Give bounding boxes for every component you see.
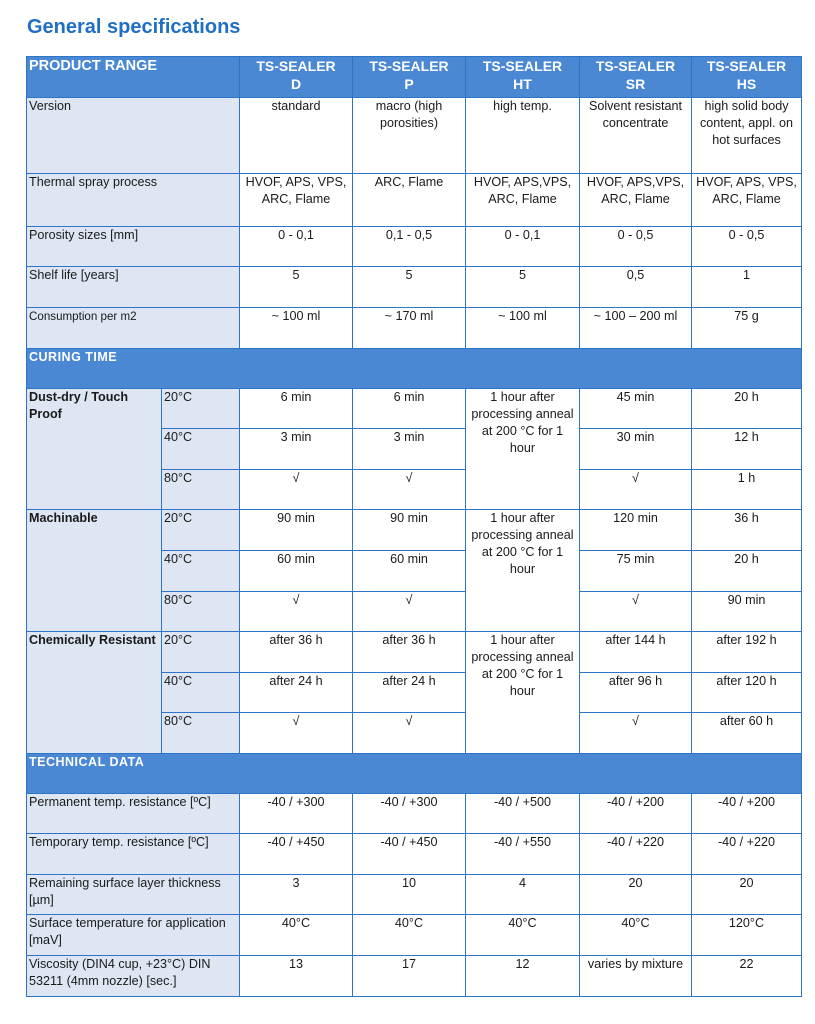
section-label: CURING TIME xyxy=(27,349,802,389)
cell: after 96 h xyxy=(580,673,692,713)
header-product-ht: TS-SEALER HT xyxy=(466,57,580,98)
header-product-hs: TS-SEALER HS xyxy=(692,57,802,98)
cell: high solid body content, appl. on hot surfaces xyxy=(692,98,802,174)
cell: 20 xyxy=(692,875,802,915)
cell: 3 min xyxy=(240,429,353,470)
header-product-p: TS-SEALER P xyxy=(353,57,466,98)
cell: √ xyxy=(580,470,692,510)
row-temporary-temp xyxy=(27,834,802,875)
header-product-sr: TS-SEALER SR xyxy=(580,57,692,98)
cell: -40 / +300 xyxy=(240,794,353,834)
row-label: Temporary temp. resistance [ºC] xyxy=(27,834,240,875)
cell: ~ 170 ml xyxy=(353,308,466,349)
header-product-d: TS-SEALER D xyxy=(240,57,353,98)
cell: 12 h xyxy=(692,429,802,470)
cell: 90 min xyxy=(240,510,353,551)
temp-label: 20°C xyxy=(162,510,240,551)
row-label: Remaining surface layer thickness [µm] xyxy=(27,875,240,915)
cell: 40°C xyxy=(580,915,692,956)
cell: 40°C xyxy=(353,915,466,956)
row-permanent-temp xyxy=(27,794,802,834)
ht-curing-note: 1 hour after processing anneal at 200 °C for 1 hour xyxy=(466,632,580,754)
cell: after 36 h xyxy=(353,632,466,673)
cell: ~ 100 ml xyxy=(466,308,580,349)
cell: 5 xyxy=(466,267,580,308)
cell: ~ 100 ml xyxy=(240,308,353,349)
header-row xyxy=(27,57,802,98)
cell: HVOF, APS,VPS, ARC, Flame xyxy=(580,174,692,227)
cell: 3 xyxy=(240,875,353,915)
section-curing-time xyxy=(27,349,802,389)
cell: 12 xyxy=(466,956,580,997)
cell: after 36 h xyxy=(240,632,353,673)
cell: Solvent resistant concentrate xyxy=(580,98,692,174)
temp-label: 40°C xyxy=(162,673,240,713)
group-label: Dust-dry / Touch Proof xyxy=(27,389,162,510)
cell: varies by mixture xyxy=(580,956,692,997)
cell: after 120 h xyxy=(692,673,802,713)
row-machinable-20 xyxy=(27,510,802,551)
row-version xyxy=(27,98,802,174)
cell: macro (high porosities) xyxy=(353,98,466,174)
row-label: Viscosity (DIN4 cup, +23°C) DIN 53211 (4mm nozzle) [sec.] xyxy=(27,956,240,997)
temp-label: 20°C xyxy=(162,389,240,429)
temp-label: 80°C xyxy=(162,470,240,510)
temp-label: 40°C xyxy=(162,551,240,592)
cell: HVOF, APS, VPS, ARC, Flame xyxy=(692,174,802,227)
cell: 90 min xyxy=(692,592,802,632)
cell: 4 xyxy=(466,875,580,915)
group-label: Chemically Resistant xyxy=(27,632,162,754)
cell: -40 / +450 xyxy=(353,834,466,875)
cell: -40 / +200 xyxy=(692,794,802,834)
row-label: Thermal spray process xyxy=(27,174,240,227)
cell: HVOF, APS,VPS, ARC, Flame xyxy=(466,174,580,227)
row-label: Permanent temp. resistance [ºC] xyxy=(27,794,240,834)
cell: √ xyxy=(240,470,353,510)
cell: after 24 h xyxy=(353,673,466,713)
cell: 75 g xyxy=(692,308,802,349)
row-label: Shelf life [years] xyxy=(27,267,240,308)
cell: 45 min xyxy=(580,389,692,429)
cell: 120°C xyxy=(692,915,802,956)
cell: 3 min xyxy=(353,429,466,470)
ht-curing-note: 1 hour after processing anneal at 200 °C for 1 hour xyxy=(466,389,580,510)
cell: 0,1 - 0,5 xyxy=(353,227,466,267)
cell: 1 h xyxy=(692,470,802,510)
cell: after 144 h xyxy=(580,632,692,673)
cell: 20 xyxy=(580,875,692,915)
temp-label: 40°C xyxy=(162,429,240,470)
header-product-range: PRODUCT RANGE xyxy=(27,57,240,98)
cell: 10 xyxy=(353,875,466,915)
cell: -40 / +500 xyxy=(466,794,580,834)
cell: 17 xyxy=(353,956,466,997)
cell: √ xyxy=(240,713,353,754)
cell: √ xyxy=(580,713,692,754)
cell: 36 h xyxy=(692,510,802,551)
cell: 5 xyxy=(353,267,466,308)
cell: √ xyxy=(240,592,353,632)
row-porosity xyxy=(27,227,802,267)
cell: 30 min xyxy=(580,429,692,470)
cell: 40°C xyxy=(240,915,353,956)
cell: 60 min xyxy=(353,551,466,592)
cell: after 60 h xyxy=(692,713,802,754)
cell: 0 - 0,5 xyxy=(580,227,692,267)
cell: √ xyxy=(353,470,466,510)
cell: 20 h xyxy=(692,551,802,592)
cell: √ xyxy=(580,592,692,632)
temp-label: 80°C xyxy=(162,592,240,632)
cell: ~ 100 – 200 ml xyxy=(580,308,692,349)
row-thermal-spray xyxy=(27,174,802,227)
row-label: Porosity sizes [mm] xyxy=(27,227,240,267)
temp-label: 20°C xyxy=(162,632,240,673)
spec-table xyxy=(26,56,802,997)
cell: -40 / +200 xyxy=(580,794,692,834)
cell: HVOF, APS, VPS, ARC, Flame xyxy=(240,174,353,227)
temp-label: 80°C xyxy=(162,713,240,754)
cell: standard xyxy=(240,98,353,174)
cell: √ xyxy=(353,713,466,754)
ht-curing-note: 1 hour after processing anneal at 200 °C for 1 hour xyxy=(466,510,580,632)
cell: 60 min xyxy=(240,551,353,592)
cell: ARC, Flame xyxy=(353,174,466,227)
group-label: Machinable xyxy=(27,510,162,632)
cell: 1 xyxy=(692,267,802,308)
cell: 13 xyxy=(240,956,353,997)
cell: 75 min xyxy=(580,551,692,592)
cell: 0 - 0,1 xyxy=(240,227,353,267)
page-title: General specifications xyxy=(27,16,241,38)
cell: -40 / +450 xyxy=(240,834,353,875)
cell: 6 min xyxy=(353,389,466,429)
cell: 120 min xyxy=(580,510,692,551)
section-label: TECHNICAL DATA xyxy=(27,754,802,794)
cell: -40 / +550 xyxy=(466,834,580,875)
cell: 6 min xyxy=(240,389,353,429)
cell: after 192 h xyxy=(692,632,802,673)
cell: 90 min xyxy=(353,510,466,551)
row-shelf-life xyxy=(27,267,802,308)
cell: 0 - 0,1 xyxy=(466,227,580,267)
section-technical-data xyxy=(27,754,802,794)
row-layer-thickness xyxy=(27,875,802,915)
row-dust-dry-20 xyxy=(27,389,802,429)
row-surface-temp xyxy=(27,915,802,956)
cell: 0 - 0,5 xyxy=(692,227,802,267)
row-label: Version xyxy=(27,98,240,174)
cell: 0,5 xyxy=(580,267,692,308)
cell: after 24 h xyxy=(240,673,353,713)
cell: high temp. xyxy=(466,98,580,174)
row-label: Surface temperature for application [maV] xyxy=(27,915,240,956)
row-chemical-20 xyxy=(27,632,802,673)
cell: √ xyxy=(353,592,466,632)
cell: 5 xyxy=(240,267,353,308)
cell: 20 h xyxy=(692,389,802,429)
row-label: Consumption per m2 xyxy=(27,308,240,349)
cell: 40°C xyxy=(466,915,580,956)
row-consumption xyxy=(27,308,802,349)
cell: -40 / +220 xyxy=(692,834,802,875)
cell: -40 / +220 xyxy=(580,834,692,875)
cell: -40 / +300 xyxy=(353,794,466,834)
cell: 22 xyxy=(692,956,802,997)
row-viscosity xyxy=(27,956,802,997)
